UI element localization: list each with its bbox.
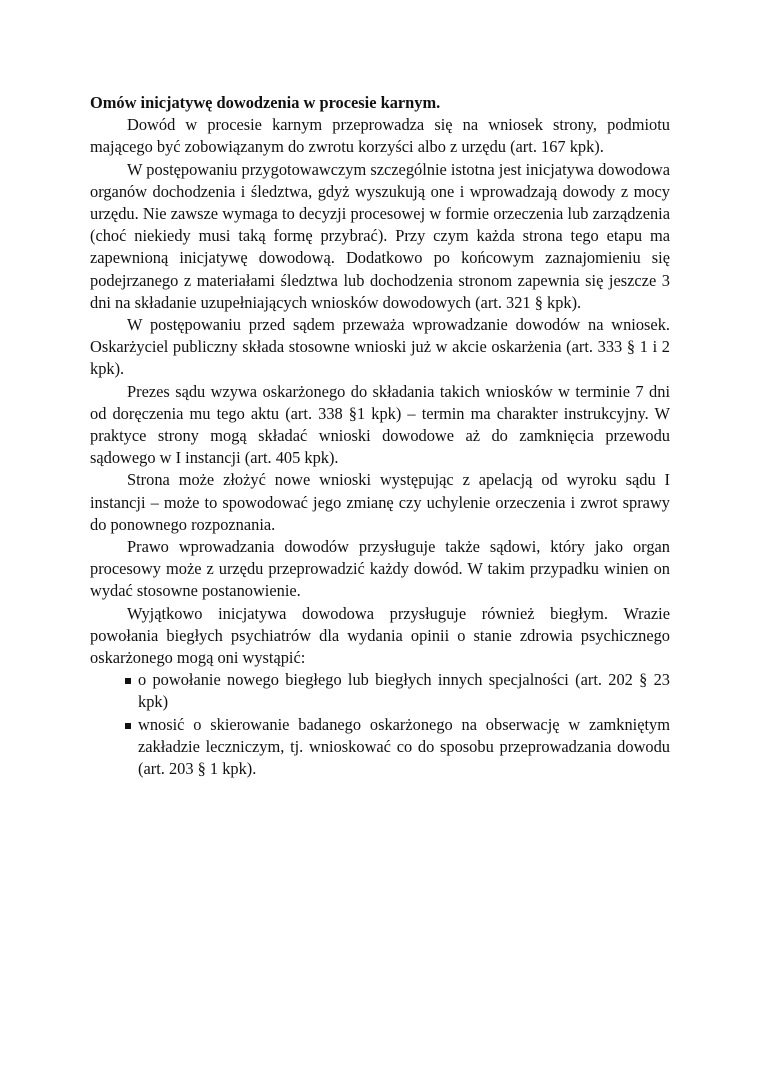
- document-page: [90, 92, 670, 780]
- list-item-text: o powołanie nowego biegłego lub biegłych innych specjalności (art. 202 § 23 kpk): [138, 670, 670, 712]
- paragraph-7: Wyjątkowo inicjatywa dowodowa przysługuje również biegłym. Wrazie powołania biegłych psychiatrów dla wydania opinii o stanie zdrowia psychicznego oskarżonego mogą oni wystąpić:: [90, 603, 670, 668]
- paragraph-2: W postępowaniu przygotowawczym szczególnie istotna jest inicjatywa dowodowa organów dochodzenia i śledztwa, gdyż wyszukują one i wprowadzają dowody z mocy urzędu. Nie zawsze wymaga to decyzji procesowej w formie orzeczenia lub zarządzenia (choć niekiedy musi taką formę przybrać). Przy czym każda strona tego etapu ma zapewnioną inicjatywę dowodową. Dodatkowo po końcowym zaznajomieniu się podejrzanego z materiałami śledztwa lub dochodzenia stronom zapewnia się jeszcze 3 dni na składanie uzupełniających wniosków dowodowych (art. 321 § kpk).: [90, 159, 670, 312]
- paragraph-5: Strona może złożyć nowe wnioski występując z apelacją od wyroku sądu I instancji – może to spowodować jego zmianę czy uchylenie orzeczenia i zwrot sprawy do ponownego rozpoznania.: [90, 470, 670, 534]
- square-bullet-icon: [125, 723, 131, 729]
- list-item: [126, 669, 670, 713]
- paragraph-3: W postępowaniu przed sądem przeważa wprowadzanie dowodów na wniosek. Oskarżyciel publiczny składa stosowne wnioski już w akcie oskarżenia (art. 333 § 1 i 2 kpk).: [90, 315, 670, 379]
- bullet-list: [90, 669, 670, 780]
- list-item: [126, 714, 670, 781]
- list-item-text: wnosić o skierowanie badanego oskarżonego na obserwację w zamkniętym zakładzie leczniczym, tj. wnioskować co do sposobu przeprowadzania dowodu (art. 203 § 1 kpk).: [138, 714, 670, 779]
- paragraph-4: Prezes sądu wzywa oskarżonego do składania takich wniosków w terminie 7 dni od doręczenia mu tego aktu (art. 338 §1 kpk) – termin ma charakter instrukcyjny. W praktyce strony mogą składać wnioski dowodowe aż do zamknięcia przewodu sądowego w I instancji (art. 405 kpk).: [90, 381, 670, 468]
- square-bullet-icon: [125, 678, 131, 684]
- paragraph-6: Prawo wprowadzania dowodów przysługuje także sądowi, który jako organ procesowy może z urzędu przeprowadzić każdy dowód. W takim przypadku winien on wydać stosowne postanowienie.: [90, 537, 670, 601]
- paragraph-1: Dowód w procesie karnym przeprowadza się na wniosek strony, podmiotu mającego być zobowiązanym do zwrotu korzyści albo z urzędu (art. 167 kpk).: [90, 115, 670, 157]
- document-title: Omów inicjatywę dowodzenia w procesie karnym.: [90, 93, 441, 112]
